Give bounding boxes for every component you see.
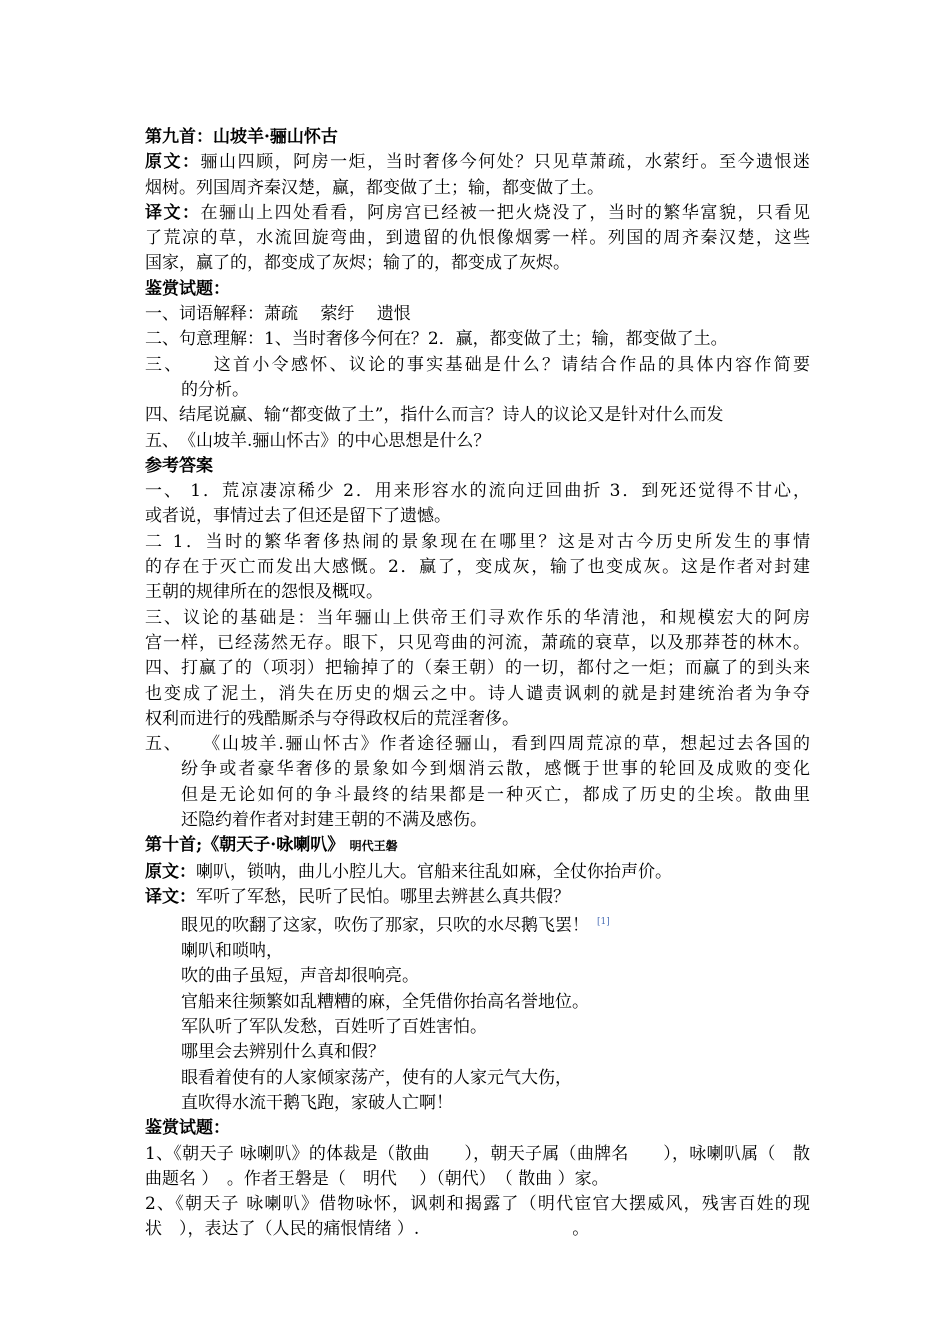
poem-9-answer-2-line-1: 二 1．当时的繁华奢侈热闹的景象现在在哪里？这是对古今历史所发生的事情 [145,531,810,552]
poem-9-title: 第九首：山坡羊·骊山怀古 [145,127,338,147]
poem-10-question-2-line-1: 2、《朝天子 咏喇叭》借物咏怀，讽刺和揭露了（明代宦官大摆威风，残害百姓的现 [145,1194,810,1215]
original-text: 喇叭，锁呐，曲儿小腔儿大。官船来往乱如麻，全仗你抬声价。 [196,861,672,882]
original-label: 原文： [145,152,201,173]
poem-9-answer-2-line-2: 的存在于灭亡而发出大感慨。2．赢了，变成灰，输了也变成灰。这是作者对封建 [145,557,810,578]
poem-10-quiz-title: 鉴赏试题： [145,1118,230,1139]
poem-9-answer-5-line-4: 还隐约着作者对封建王朝的不满及感伤。 [181,810,487,831]
poem-9-translation-line-3: 国家，赢了的，都变成了灰烬；输了的，都变成了灰烬。 [145,253,570,274]
poem-10-verse-4: 军队听了军队发愁，百姓听了百姓害怕。 [181,1017,487,1038]
poem-10-question-1-line-1: 1、《朝天子 咏喇叭》的体裁是（散曲 ），朝天子属（曲牌名 ），咏喇叭属（ 散 [145,1143,810,1164]
translation-label: 译文： [145,886,196,907]
poem-9-question-5: 五、 《山坡羊.骊山怀古》的中心思想是什么？ [145,430,491,451]
poem-10-question-1-line-2: 曲题名 ） 。作者王磐是（ 明代 ）（朝代） （ 散曲 ）家。 [145,1168,609,1189]
poem-9-answer-3-line-1: 三、议论的基础是：当年骊山上供帝王们寻欢作乐的华清池，和规模宏大的阿房 [145,607,810,628]
poem-9-question-1: 一、词语解释：萧疏 萦纡 遗恨 [145,304,411,325]
poem-9-answer-3-line-2: 宫一样，已经荡然无存。眼下，只见弯曲的河流，萧疏的衰草，以及那莽苍的林木。 [145,632,810,653]
poem-10-verse-5: 哪里会去辨别什么真和假？ [181,1042,385,1063]
poem-9-question-3-line-2: 的分析。 [181,379,249,400]
poem-10-author: 明代王磐 [349,839,398,854]
poem-10-verse-6: 眼看着使有的人家倾家荡产，使有的人家元气大伤， [181,1067,572,1088]
poem-9-original-line-2: 烟树。列国周齐秦汉楚，赢，都变做了土；输，都变做了土。 [145,177,604,198]
poem-10-original [145,860,810,885]
poem-10-verse-1: 喇叭和唢呐， [181,941,283,962]
original-text: 骊山四顾，阿房一炬，当时奢侈今何处？只见草萧疏，水萦纡。至今遗恨迷 [200,152,811,173]
poem-9-answer-1-line-2: 或者说，事情过去了但还是留下了遗憾。 [145,506,451,527]
poem-9-question-2: 二、句意理解：1、当时奢侈今何在？2．赢，都变做了土；输，都变做了土。 [145,329,728,350]
poem-10-title: 第十首;《朝天子·咏喇叭》 [145,835,345,856]
poem-9-answer-5-line-2: 纷争或者豪华奢侈的景象如今到烟消云散，感慨于世事的轮回及成败的变化 [181,759,810,780]
footnote-link[interactable]: [1] [597,917,610,928]
poem-10-verse-7: 直吹得水流干鹅飞跑，家破人亡啊！ [181,1092,453,1113]
poem-9-answer-5-line-1: 五、 《山坡羊.骊山怀古》作者途径骊山，看到四周荒凉的草，想起过去各国的 [145,734,810,755]
poem-9-answer-5-line-3: 但是无论如何的争斗最终的结果都是一种灭亡，都成了历史的尘埃。散曲里 [181,784,810,805]
poem-10-verse-2: 吹的曲子虽短，声音却很响亮。 [181,966,419,987]
poem-9-answer-4-line-1: 四、打赢了的（项羽）把输掉了的（秦王朝）的一切，都付之一炬；而赢了的到头来 [145,658,810,679]
poem-9-translation-line-2: 了荒凉的草，水流回旋弯曲，到遗留的仇恨像烟雾一样。列国的周齐秦汉楚，这些 [145,228,810,249]
poem-9-answer-1-line-1: 一、 1．荒凉凄凉稀少 2．用来形容水的流向迂回曲折 3．到死还觉得不甘心， [145,481,810,502]
poem-10-question-2-line-2: 状 ），表达了（人民的痛恨情绪 ）. 。 [145,1219,590,1240]
translation-text: 军听了军愁，民听了民怕。哪里去辨甚么真共假？ [196,886,570,907]
poem-9-answer-4-line-3: 权利而进行的残酷厮杀与夺得政权后的荒淫奢侈。 [145,708,519,729]
poem-9-original-line-1 [145,150,810,175]
poem-10-title-line [145,833,810,859]
translation-label: 译文： [145,202,201,223]
translation-text: 在骊山上四处看看，阿房宫已经被一把火烧没了，当时的繁华富貌，只看见 [200,202,811,223]
poem-9-question-3-line-1: 三、 这首小令感怀、议论的事实基础是什么？请结合作品的具体内容作简要 [145,354,810,375]
poem-9-answers-title: 参考答案 [145,455,213,476]
poem-9-answer-4-line-2: 也变成了泥土，消失在历史的烟云之中。诗人谴责讽刺的就是封建统治者为争夺 [145,683,810,704]
poem-9-question-4: 四、结尾说赢、输“都变做了土”，指什么而言？诗人的议论又是针对什么而发 [145,405,724,426]
poem-9-translation-line-1 [145,201,810,226]
document-content [145,125,810,1243]
translation-text: 眼见的吹翻了这家，吹伤了那家，只吹的水尽鹅飞罢！ [181,915,589,936]
poem-10-translation-line-1 [145,885,810,910]
poem-9-answer-2-line-3: 王朝的规律所在的怨恨及概叹。 [145,582,383,603]
poem-10-translation-line-2 [145,910,810,939]
original-label: 原文： [145,861,196,882]
poem-9-quiz-title: 鉴赏试题： [145,278,230,299]
poem-10-verse-3: 官船来往频繁如乱糟糟的麻，全凭借你抬高名誉地位。 [181,991,589,1012]
